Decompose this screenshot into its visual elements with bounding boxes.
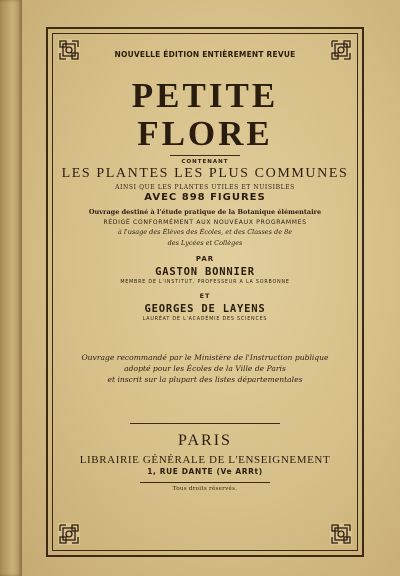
corner-ornament-icon	[330, 523, 352, 545]
author-2-name: GEORGES DE LAYENS	[144, 303, 266, 315]
book-spine	[0, 0, 22, 576]
edition-note: NOUVELLE ÉDITION ENTIÈREMENT REVUE	[114, 50, 296, 59]
publisher-address: 1, RUE DANTE (Ve ARRt)	[147, 467, 263, 476]
publication-city: PARIS	[178, 432, 232, 449]
publisher-name: LIBRAIRIE GÉNÉRALE DE L'ENSEIGNEMENT	[79, 454, 331, 466]
corner-ornament-icon	[58, 523, 80, 545]
recommendation-line-2: adopté pour les Écoles de la Ville de Paris	[124, 364, 286, 373]
recommendation-block	[60, 352, 350, 385]
usage-line-2: des Lycées et Collèges	[167, 239, 243, 247]
book-subtitle: LES PLANTES LES PLUS COMMUNES	[61, 166, 349, 181]
author-1-affiliation: MEMBRE DE L'INSTITUT, PROFESSEUR A LA SORBONNE	[120, 280, 290, 285]
et-label: ET	[199, 292, 211, 300]
figures-count: AVEC 898 FIGURES	[144, 192, 266, 203]
title-page-content	[60, 42, 350, 492]
recommendation-line-3: et inscrit sur la plupart des listes départementales	[107, 375, 303, 384]
book-title: PETITE FLORE	[131, 76, 279, 153]
author-1-name: GASTON BONNIER	[155, 266, 255, 278]
programme-line: RÉDIGÉ CONFORMÉMENT AUX NOUVEAUX PROGRAMMES	[103, 219, 307, 226]
divider	[170, 155, 240, 156]
par-label: PAR	[195, 255, 215, 263]
purpose-line: Ouvrage destiné à l'étude pratique de la Botanique élémentaire	[88, 208, 322, 216]
usage-line-1: à l'usage des Élèves des Écoles, et des Classes de 8e	[117, 228, 293, 236]
author-2-affiliation: LAURÉAT DE L'ACADÉMIE DES SCIENCES	[142, 317, 268, 322]
ainsi-line: AINSI QUE LES PLANTES UTILES ET NUISIBLES	[115, 184, 295, 191]
divider	[130, 423, 280, 424]
divider	[140, 482, 270, 483]
recommendation-line-1: Ouvrage recommandé par le Ministère de l'Instruction publique	[81, 353, 329, 362]
contenant-label: CONTENANT	[181, 159, 229, 165]
rights-notice: Tous droits réservés.	[172, 486, 238, 492]
